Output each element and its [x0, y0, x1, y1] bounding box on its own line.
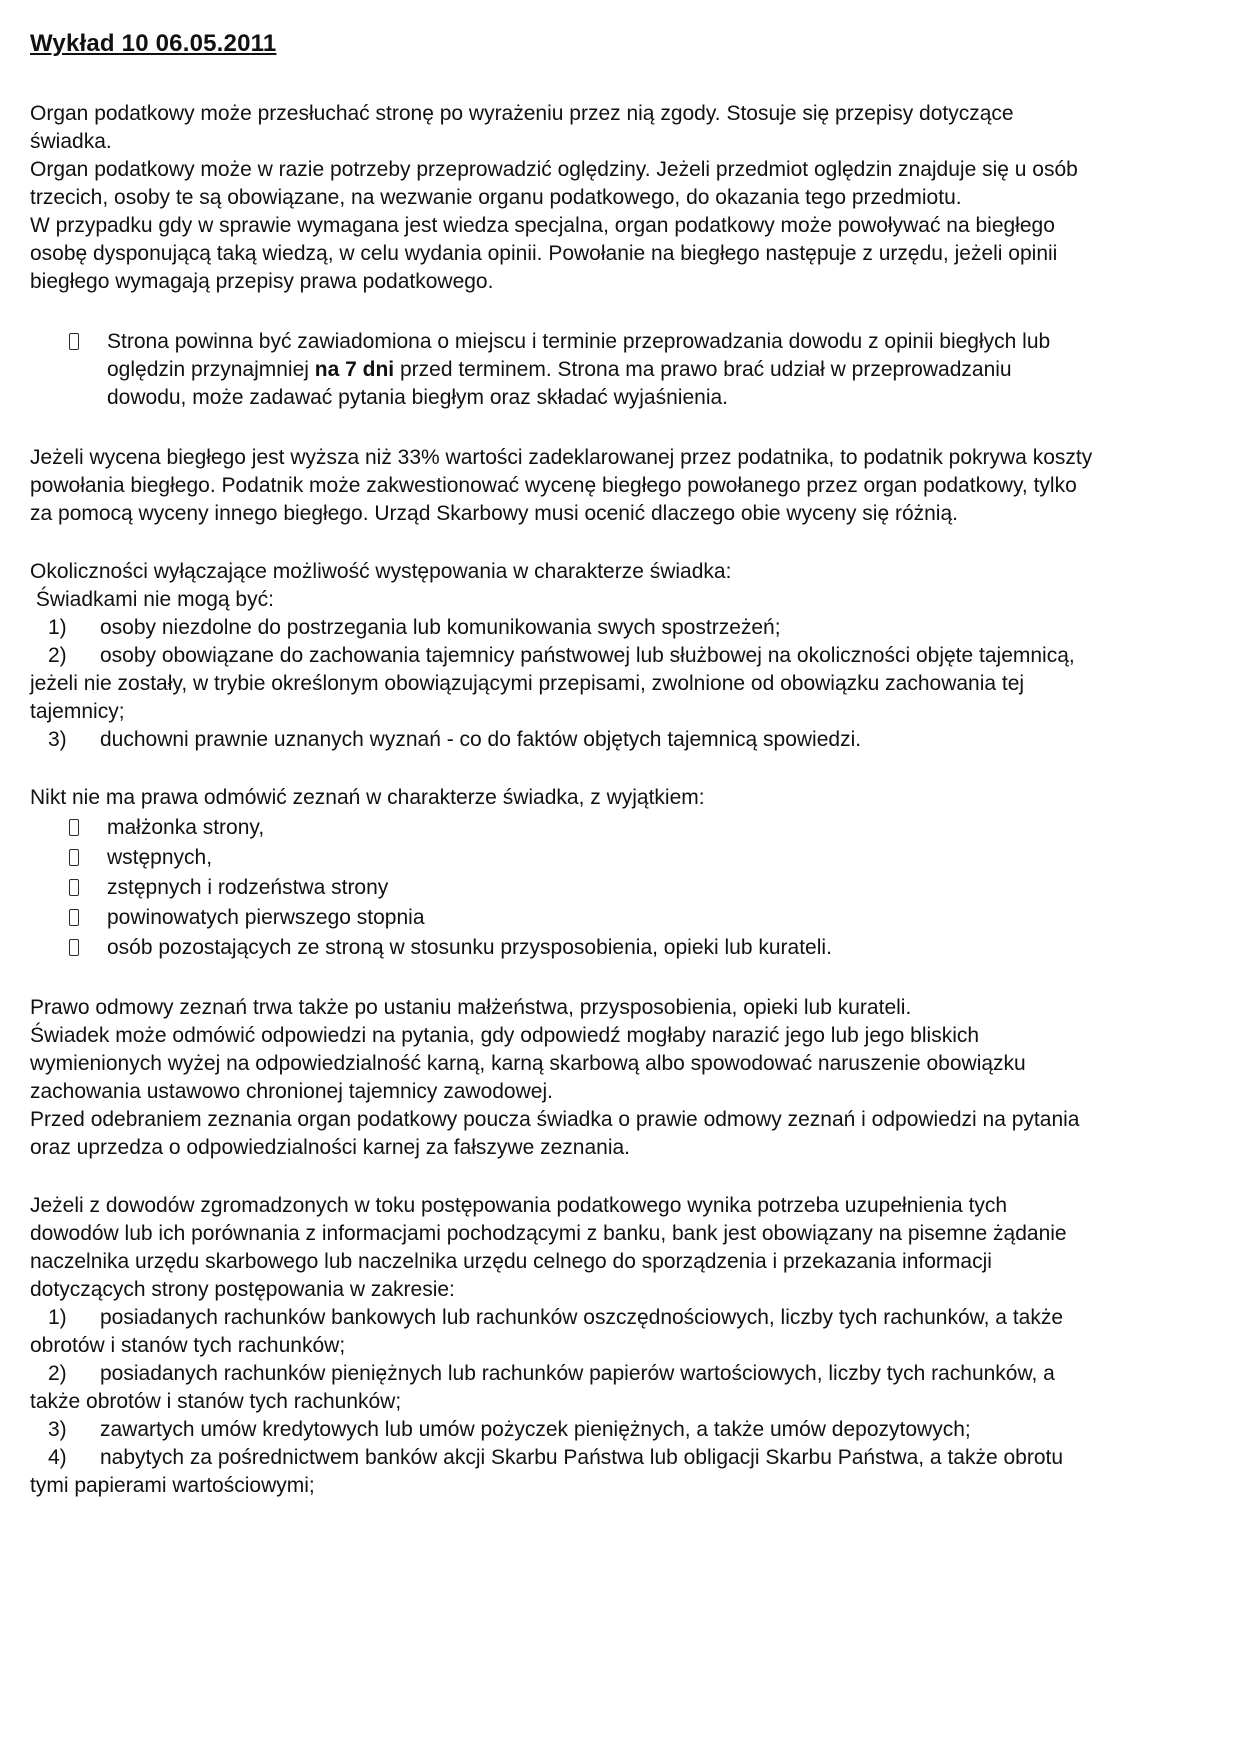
bullet-list-item [30, 874, 1094, 902]
numbered-list-item [30, 726, 1094, 754]
paragraph [30, 444, 1099, 528]
text-run: Strona powinna być zawiadomiona o miejscu i terminie przeprowadzania dowodu z opinii biegłych lub oględzin przynajmniej [107, 330, 1051, 381]
bullet-list-item [30, 934, 1094, 962]
paragraph [30, 1022, 1094, 1106]
text-run: zawartych umów kredytowych lub umów pożyczek pieniężnych, a także umów depozytowych; [100, 1418, 971, 1441]
paragraph [30, 156, 1094, 212]
text-run: wstępnych, [107, 846, 213, 869]
paragraph [30, 784, 1094, 812]
text-run: Świadek może odmówić odpowiedzi na pytania, gdy odpowiedź mogłaby narazić jego lub jego bliskich wymienionych wyżej na odpowiedzialność karną, karną skarbową albo spowodować naruszenie obowiązku zachowania ustawowo chronionej tajemnicy zawodowej. [30, 1024, 1032, 1103]
text-run: zstępnych i rodzeństwa strony [107, 876, 389, 899]
missing-glyph-bullet-icon [69, 939, 79, 956]
paragraph-spacer [30, 964, 1094, 994]
paragraph [30, 994, 1094, 1022]
numbered-list-item [30, 1416, 1094, 1444]
numbered-list-item [30, 1444, 1094, 1500]
text-run: Organ podatkowy może w razie potrzeby przeprowadzić oględziny. Jeżeli przedmiot oględzin znajduje się u osób trzecich, osoby te są obowiązane, na wezwanie organu podatkowego, do okazania tego przedmiotu. [30, 158, 1084, 209]
text-run: Nikt nie ma prawa odmówić zeznań w charakterze świadka, z wyjątkiem: [30, 786, 705, 809]
bullet-list-item [30, 328, 1094, 412]
bullet-list-item [30, 814, 1094, 842]
paragraph [30, 558, 1094, 586]
text-run: Przed odebraniem zeznania organ podatkowy poucza świadka o prawie odmowy zeznań i odpowiedzi na pytania oraz uprzedza o odpowiedzialności karnej za fałszywe zeznania. [30, 1108, 1086, 1159]
text-run: Organ podatkowy może przesłuchać stronę po wyrażeniu przez nią zgody. Stosuje się przepisy dotyczące świadka. [30, 102, 1020, 153]
text-run: posiadanych rachunków bankowych lub rachunków oszczędnościowych, liczby tych rachunków, a także obrotów i stanów tych rachunków; [30, 1306, 1069, 1357]
paragraph [30, 212, 1094, 296]
numbered-list-item [30, 642, 1094, 726]
list-item-number: 4) [48, 1446, 67, 1469]
document-body [30, 100, 1099, 1500]
text-run: posiadanych rachunków pieniężnych lub rachunków papierów wartościowych, liczby tych rachunków, a także obrotów i stanów tych rachunków; [30, 1362, 1061, 1413]
numbered-list-item [30, 1304, 1094, 1360]
text-run: osób pozostających ze stroną w stosunku przysposobienia, opieki lub kurateli. [107, 936, 832, 959]
text-run: małżonka strony, [107, 816, 265, 839]
missing-glyph-bullet-icon [69, 819, 79, 836]
text-run: Jeżeli wycena biegłego jest wyższa niż 33% wartości zadeklarowanej przez podatnika, to podatnik pokrywa koszty powołania biegłego. Podatnik może zakwestionować wycenę biegłego powołanego przez organ podatkowy, tylko za pomocą wyceny innego biegłego. Urząd Skarbowy musi ocenić dlaczego obie wyceny się różnią. [30, 446, 1099, 525]
text-run: duchowni prawnie uznanych wyznań - co do faktów objętych tajemnicą spowiedzi. [100, 728, 862, 751]
missing-glyph-bullet-icon [69, 879, 79, 896]
numbered-list-item [30, 1360, 1094, 1416]
numbered-list-item [30, 614, 1094, 642]
list-item-number: 3) [48, 1418, 67, 1441]
missing-glyph-bullet-icon [69, 909, 79, 926]
list-item-number: 1) [48, 616, 67, 639]
text-run: Świadkami nie mogą być: [30, 588, 274, 611]
list-item-number: 1) [48, 1306, 67, 1329]
missing-glyph-bullet-icon [69, 849, 79, 866]
page-title: Wykład 10 06.05.2011 [30, 30, 277, 57]
text-run: Prawo odmowy zeznań trwa także po ustaniu małżeństwa, przysposobienia, opieki lub kurateli. [30, 996, 912, 1019]
bullet-list-item [30, 904, 1094, 932]
text-run: Jeżeli z dowodów zgromadzonych w toku postępowania podatkowego wynika potrzeba uzupełnienia tych dowodów lub ich porównania z informacjami pochodzącymi z banku, bank jest obowiązany na pisemne żądanie naczelnika urzędu skarbowego lub naczelnika urzędu celnego do sporządzenia i przekazania informacji dotyczących strony postępowania w zakresie: [30, 1194, 1073, 1301]
paragraph [30, 1192, 1094, 1304]
text-run: Okoliczności wyłączające możliwość występowania w charakterze świadka: [30, 560, 732, 583]
paragraph [30, 586, 1094, 614]
text-run: przed terminem. Strona ma prawo brać udział w przeprowadzaniu dowodu, może zadawać pytania biegłym oraz składać wyjaśnienia. [107, 358, 1012, 409]
text-run: powinowatych pierwszego stopnia [107, 906, 425, 929]
text-run: osoby niezdolne do postrzegania lub komunikowania swych spostrzeżeń; [100, 616, 781, 639]
list-item-number: 2) [48, 644, 67, 667]
text-run-bold: na 7 dni [314, 358, 395, 381]
paragraph-spacer [30, 528, 1094, 558]
paragraph-spacer [30, 754, 1094, 784]
bullet-list-item [30, 844, 1094, 872]
paragraph-spacer [30, 414, 1094, 444]
list-item-number: 3) [48, 728, 67, 751]
text-run: osoby obowiązane do zachowania tajemnicy państwowej lub służbowej na okoliczności objęte tajemnicą, jeżeli nie zostały, w trybie określonym obowiązującymi przepisami, zwolnione od obowiązku zachowania tej tajemnicy; [30, 644, 1081, 723]
list-item-number: 2) [48, 1362, 67, 1385]
paragraph-spacer [30, 296, 1094, 326]
paragraph [30, 100, 1094, 156]
text-run: W przypadku gdy w sprawie wymagana jest wiedza specjalna, organ podatkowy może powoływać na biegłego osobę dysponującą taką wiedzą, w celu wydania opinii. Powołanie na biegłego następuje z urzędu, jeżeli opinii biegłego wymagają przepisy prawa podatkowego. [30, 214, 1064, 293]
missing-glyph-bullet-icon [69, 333, 79, 350]
paragraph [30, 1106, 1094, 1162]
text-run: nabytych za pośrednictwem banków akcji Skarbu Państwa lub obligacji Skarbu Państwa, a także obrotu tymi papierami wartościowymi; [30, 1446, 1069, 1497]
paragraph-spacer [30, 1162, 1094, 1192]
